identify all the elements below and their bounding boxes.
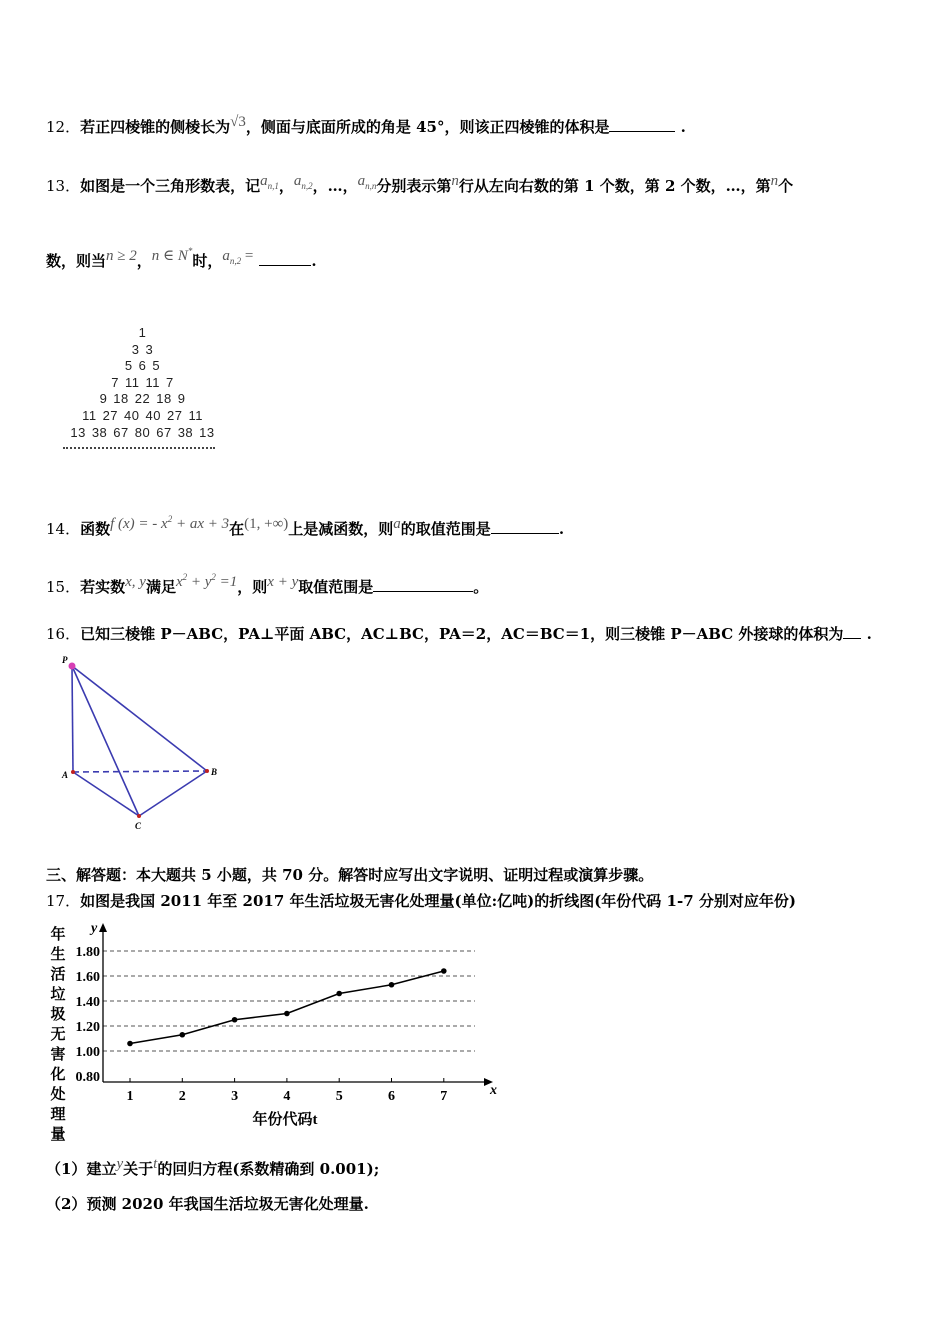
question-17: [46, 890, 796, 911]
math-vars: x, y: [125, 574, 146, 590]
data-point: [232, 1017, 238, 1023]
vertex-c: [137, 814, 141, 818]
math-sqrt3: √3: [230, 114, 246, 130]
question-15: [46, 572, 489, 597]
question-text: 行从左向右数的第 1 个数，第 2 个数，…，第: [458, 177, 771, 195]
y-axis-letter: y: [91, 921, 98, 936]
label-c: C: [135, 821, 142, 831]
math-condition: n ≥ 2: [106, 248, 137, 264]
pyramid-figure: [55, 652, 225, 832]
question-number: 15．: [46, 578, 81, 596]
ylabel-char: 垃: [50, 985, 66, 1003]
edge-bc: [139, 771, 207, 816]
answer-blank[interactable]: [609, 119, 675, 132]
question-text: 建立: [86, 1160, 117, 1178]
vertex-p: [69, 663, 76, 670]
question-16: [46, 623, 872, 644]
ylabel-char: 量: [50, 1125, 66, 1143]
math-var: a: [393, 516, 401, 532]
triangle-cell: 11: [125, 374, 140, 390]
triangle-cell: 38: [177, 424, 194, 440]
triangle-cell: 18: [113, 391, 129, 407]
math-equation: $x^2 + y^2 =1$: [175, 572, 238, 590]
ylabel-char: 处: [50, 1085, 66, 1103]
x-tick-label: 2: [178, 1089, 186, 1104]
chart-ylabel: [48, 924, 68, 1144]
y-tick-label: 1.00: [75, 1045, 100, 1060]
triangle-cell: 1: [138, 325, 147, 340]
triangle-cell: 7: [111, 374, 119, 390]
question-number: 16．: [46, 625, 81, 643]
question-text: ，则: [237, 578, 268, 596]
triangle-number-table: [55, 325, 230, 449]
math-a-n2: $a_{n,2}$: [293, 173, 313, 191]
question-14: [46, 514, 565, 539]
triangle-cell: 6: [138, 358, 147, 374]
label-b: B: [211, 767, 218, 777]
ylabel-char: 圾: [50, 1005, 66, 1023]
question-number: 17．: [46, 892, 81, 910]
triangle-cell: 9: [177, 391, 186, 407]
continuation-dots: [63, 441, 215, 449]
triangle-cell: 80: [134, 424, 151, 440]
answer-blank[interactable]: [259, 253, 311, 266]
triangle-cell: 7: [166, 374, 174, 390]
data-point: [180, 1032, 186, 1038]
x-tick-label: 4: [283, 1089, 291, 1104]
ylabel-char: 生: [50, 945, 66, 963]
math-n: n: [770, 173, 779, 189]
ylabel-char: 化: [50, 1065, 66, 1083]
triangle-row: [55, 425, 230, 442]
triangle-cell: 11: [145, 374, 160, 390]
label-p: P: [62, 655, 68, 665]
triangle-row: [55, 391, 230, 408]
triangle-cell: 13: [199, 424, 215, 440]
question-end: .: [311, 252, 317, 270]
separator: ，: [278, 177, 294, 195]
math-interval: (1, +∞): [244, 516, 289, 532]
question-text: 若正四棱锥的侧棱长为: [80, 118, 231, 136]
triangle-cell: 9: [99, 391, 108, 407]
edge-ab-hidden: [73, 771, 207, 772]
triangle-row: [55, 375, 230, 392]
triangle-cell: 27: [166, 407, 183, 423]
triangle-cell: 11: [188, 407, 203, 423]
answer-blank[interactable]: [491, 521, 559, 534]
ylabel-char: 无: [50, 1025, 66, 1043]
x-tick-label: 1: [126, 1089, 134, 1104]
triangle-row: [55, 358, 230, 375]
math-target: $a_{n,2}$ =: [222, 248, 254, 266]
triangle-cell: 3: [131, 341, 140, 357]
triangle-cell: 27: [102, 407, 119, 423]
question-text: 在: [229, 520, 245, 538]
question-text: 的取值范围是: [400, 520, 491, 538]
triangle-row: [55, 342, 230, 359]
triangle-cell: 18: [156, 391, 172, 407]
triangle-cell: 3: [145, 341, 154, 357]
question-text: 上是减函数，则: [288, 520, 394, 538]
question-text: 如图是一个三角形数表，记: [80, 177, 261, 195]
data-point: [389, 982, 395, 988]
ylabel-char: 年: [50, 925, 66, 943]
question-number: 14．: [46, 520, 81, 538]
vertex-b: [205, 769, 209, 773]
question-12: [46, 116, 686, 137]
question-end: .: [675, 118, 686, 136]
x-tick-label: 7: [440, 1089, 448, 1104]
separator: ，: [136, 252, 152, 270]
triangle-cell: 5: [124, 358, 133, 374]
question-17-part2: [46, 1193, 369, 1214]
ylabel-char: 害: [50, 1045, 66, 1063]
question-number: 12．: [46, 118, 81, 136]
question-text: 如图是我国 2011 年至 2017 年生活垃圾无害化处理量(单位:亿吨)的折线图(年份代码 1-7 分别对应年份): [80, 892, 796, 910]
y-tick-label: 1.60: [75, 970, 100, 985]
math-function: f (x) = - $x^2$ + ax + 3: [110, 514, 230, 532]
question-text: 已知三棱锥 P－ABC，PA⊥平面 ABC，AC⊥BC，PA＝2，AC＝BC＝1，则三棱锥 P－ABC 外接球的体积为: [80, 625, 844, 643]
question-text: 时，: [192, 252, 223, 270]
data-point: [284, 1011, 290, 1017]
answer-blank[interactable]: [373, 579, 473, 592]
vertex-a: [71, 770, 75, 774]
question-text: 取值范围是: [298, 578, 374, 596]
triangle-cell: 67: [156, 424, 172, 440]
math-var: t: [153, 1156, 158, 1172]
question-text: 的回归方程(系数精确到 0.001);: [157, 1160, 380, 1178]
triangle-cell: 40: [124, 407, 140, 423]
triangle-cell: 11: [82, 407, 97, 423]
section-3-heading: [46, 864, 653, 885]
part-number: （2）: [46, 1195, 87, 1213]
question-text: 预测 2020 年我国生活垃圾无害化处理量.: [86, 1195, 369, 1213]
label-a: A: [62, 770, 69, 780]
x-tick-label: 6: [388, 1089, 395, 1104]
question-13-line2: [46, 246, 317, 272]
question-text: 若实数: [80, 578, 126, 596]
question-text: 分别表示第: [376, 177, 452, 195]
y-tick-label: 1.20: [75, 1020, 100, 1035]
question-text: 关于: [123, 1160, 154, 1178]
data-point: [336, 991, 342, 997]
question-end: 。: [473, 578, 489, 596]
x-axis-label: 年份代码t: [252, 1112, 318, 1128]
y-axis-arrow: [99, 923, 107, 932]
math-var: y: [116, 1156, 124, 1172]
math-expression: x + y: [267, 574, 299, 590]
triangle-cell: 13: [70, 424, 86, 440]
ylabel-char: 理: [50, 1105, 66, 1123]
triangle-cell: 22: [134, 391, 151, 407]
question-end: .: [861, 625, 872, 643]
question-text: 满足: [145, 578, 176, 596]
section-heading-text: 三、解答题：本大题共 5 小题，共 70 分。解答时应写出文字说明、证明过程或演算步骤。: [46, 866, 654, 884]
x-tick-label: 5: [335, 1089, 343, 1104]
triangle-row: [55, 408, 230, 425]
triangle-cell: 5: [152, 358, 161, 374]
line-chart: [70, 920, 510, 1135]
math-a-nn: $a_{n,n}$: [357, 173, 377, 191]
x-axis-letter: x: [490, 1083, 497, 1098]
math-a-n1: $a_{n,1}$: [260, 173, 279, 191]
question-13: [46, 175, 793, 197]
series-line: [130, 971, 444, 1044]
y-tick-label: 1.80: [75, 945, 100, 960]
part-number: （1）: [46, 1160, 87, 1178]
question-text: 函数: [80, 520, 111, 538]
math-condition: n ∈ N*: [151, 246, 193, 264]
y-tick-label: 0.80: [75, 1070, 100, 1085]
y-tick-label: 1.40: [75, 995, 100, 1010]
question-text: 数，则当: [46, 252, 107, 270]
question-end: .: [558, 520, 565, 538]
question-text: ，侧面与底面所成的角是 45°，则该正四棱锥的体积是: [245, 118, 610, 136]
question-number: 13．: [46, 177, 81, 195]
data-point: [127, 1041, 133, 1047]
triangle-cell: 40: [145, 407, 161, 423]
edge-pa: [72, 666, 73, 772]
triangle-cell: 38: [91, 424, 108, 440]
data-point: [441, 968, 447, 974]
separator: ，…，: [312, 177, 358, 195]
triangle-row: [55, 325, 230, 342]
edge-pb: [72, 666, 207, 771]
triangle-cell: 67: [113, 424, 129, 440]
ylabel-char: 活: [50, 965, 66, 983]
question-text: 个: [778, 177, 794, 195]
answer-blank[interactable]: [843, 626, 861, 639]
question-17-part1: [46, 1158, 379, 1179]
math-n: n: [451, 173, 459, 189]
x-tick-label: 3: [231, 1089, 239, 1104]
